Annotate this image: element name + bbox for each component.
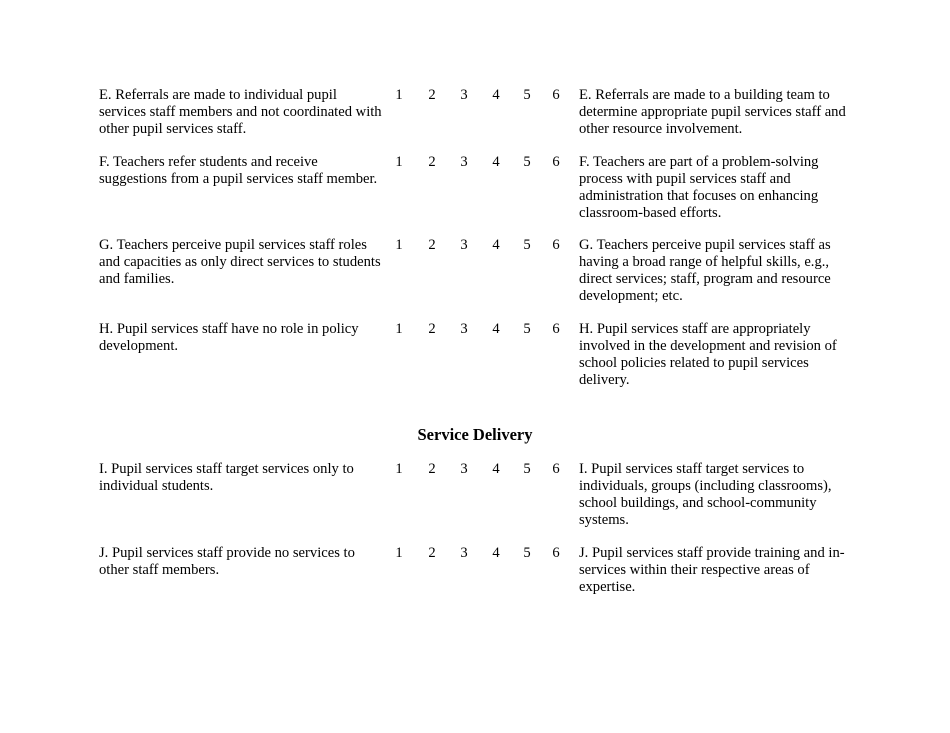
scale-point-3[interactable]: 3	[460, 545, 468, 561]
right-statement: F. Teachers are part of a problem-solving process with pupil services staff and administration that focuses on enhancing classroom-based efforts.	[579, 154, 819, 221]
scale-point-4[interactable]: 4	[492, 237, 500, 253]
left-statement: E. Referrals are made to individual pupil services staff members and not coordinated with other pupil services staff.	[99, 87, 382, 137]
scale-point-3[interactable]: 3	[460, 461, 468, 477]
scale-point-3[interactable]: 3	[460, 237, 468, 253]
left-statement: I. Pupil services staff target services only to individual students.	[99, 461, 354, 494]
scale-point-2[interactable]: 2	[428, 545, 436, 561]
scale-point-2[interactable]: 2	[428, 237, 436, 253]
scale-point-6[interactable]: 6	[552, 237, 560, 253]
left-statement: J. Pupil services staff provide no services to other staff members.	[99, 545, 355, 578]
scale-point-2[interactable]: 2	[428, 321, 436, 337]
scale-point-5[interactable]: 5	[523, 321, 531, 337]
scale-point-4[interactable]: 4	[492, 87, 500, 103]
section-heading-service-delivery: Service Delivery	[417, 425, 533, 444]
left-statement: F. Teachers refer students and receive suggestions from a pupil services staff member.	[99, 154, 378, 187]
right-statement: I. Pupil services staff target services to individuals, groups (including classrooms), school buildings, and school-community systems.	[579, 461, 832, 528]
scale-point-2[interactable]: 2	[428, 154, 436, 170]
right-statement: G. Teachers perceive pupil services staff as having a broad range of helpful skills, e.g., direct services; staff, program and resource development; etc.	[579, 237, 831, 304]
scale-point-1[interactable]: 1	[395, 237, 403, 253]
scale-point-4[interactable]: 4	[492, 461, 500, 477]
scale-point-5[interactable]: 5	[523, 87, 531, 103]
scale-point-6[interactable]: 6	[552, 87, 560, 103]
scale-point-4[interactable]: 4	[492, 321, 500, 337]
scale-point-2[interactable]: 2	[428, 461, 436, 477]
right-statement: H. Pupil services staff are appropriately involved in the development and revision of school policies related to pupil services delivery.	[579, 321, 837, 388]
right-statement: E. Referrals are made to a building team to determine appropriate pupil services staff and other resource involvement.	[579, 87, 846, 137]
scale-point-1[interactable]: 1	[395, 545, 403, 561]
scale-point-4[interactable]: 4	[492, 154, 500, 170]
scale-point-5[interactable]: 5	[523, 237, 531, 253]
right-statement: J. Pupil services staff provide training and in-services within their respective areas of expertise.	[579, 545, 845, 595]
scale-point-5[interactable]: 5	[523, 154, 531, 170]
left-statement: G. Teachers perceive pupil services staff roles and capacities as only direct services to students and families.	[99, 237, 381, 287]
scale-point-5[interactable]: 5	[523, 461, 531, 477]
scale-point-2[interactable]: 2	[428, 87, 436, 103]
scale-point-6[interactable]: 6	[552, 154, 560, 170]
scale-point-1[interactable]: 1	[395, 87, 403, 103]
scale-point-3[interactable]: 3	[460, 321, 468, 337]
scale-point-5[interactable]: 5	[523, 545, 531, 561]
scale-point-6[interactable]: 6	[552, 321, 560, 337]
scale-point-4[interactable]: 4	[492, 545, 500, 561]
scale-point-1[interactable]: 1	[395, 461, 403, 477]
scale-point-3[interactable]: 3	[460, 154, 468, 170]
scale-point-6[interactable]: 6	[552, 545, 560, 561]
scale-point-3[interactable]: 3	[460, 87, 468, 103]
scale-point-1[interactable]: 1	[395, 321, 403, 337]
scale-point-1[interactable]: 1	[395, 154, 403, 170]
scale-point-6[interactable]: 6	[552, 461, 560, 477]
left-statement: H. Pupil services staff have no role in policy development.	[99, 321, 359, 354]
